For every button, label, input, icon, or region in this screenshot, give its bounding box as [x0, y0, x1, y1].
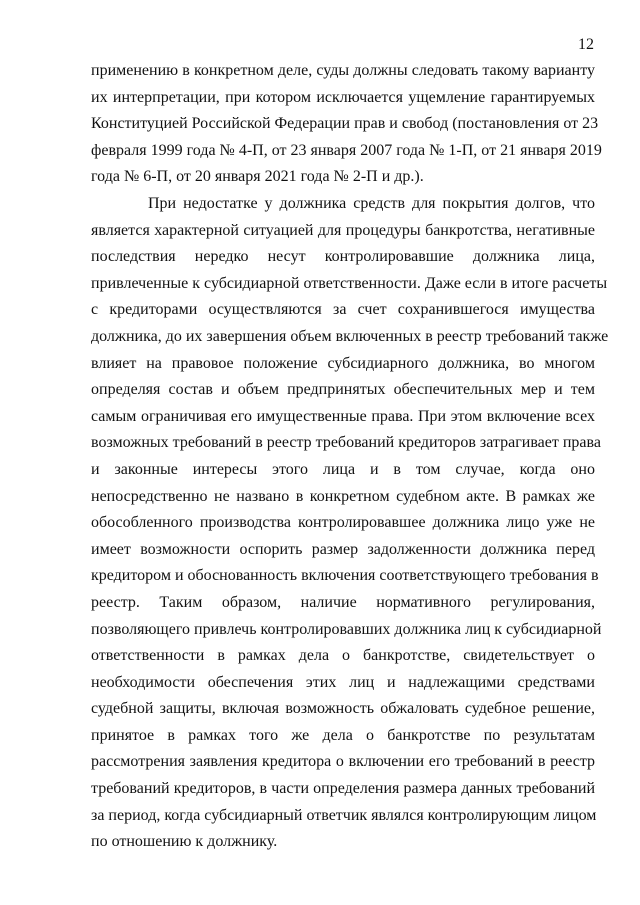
paragraph-line: рассмотрения заявления кредитора о включении его требований в реестр	[91, 753, 595, 771]
paragraph-line: по отношению к должнику.	[91, 833, 278, 851]
paragraph-line: влияет на правовое положение субсидиарного должника, во многом	[91, 354, 595, 372]
paragraph-line: самым ограничивая его имущественные права. При этом включение всех	[91, 407, 595, 425]
paragraph-2	[91, 191, 609, 856]
paragraph-line: должника, до их завершения объем включенных в реестр требований также	[91, 327, 609, 345]
paragraph-line: Конституцией Российской Федерации прав и свобод (постановления от 23	[91, 115, 599, 133]
paragraph-line: определяя состав и объем предпринятых обеспечительных мер и тем	[91, 381, 595, 399]
paragraph-line: с кредиторами осуществляются за счет сохранившегося имущества	[91, 301, 595, 319]
paragraph-line: имеет возможности оспорить размер задолженности должника перед	[91, 540, 595, 558]
paragraph-line: и законные интересы этого лица и в том случае, когда оно	[91, 460, 595, 478]
paragraph-line: применению в конкретном деле, суды должны следовать такому варианту	[91, 62, 595, 79]
paragraph-line: последствия нередко несут контролировавшие должника лица,	[91, 248, 595, 266]
paragraph-line: требований кредиторов, в части определения размера данных требований	[91, 780, 595, 798]
paragraph-line: необходимости обеспечения этих лиц и надлежащими средствами	[91, 673, 595, 691]
paragraph-line: судебной защиты, включая возможность обжаловать судебное решение,	[91, 700, 595, 718]
paragraph-line: привлеченные к субсидиарной ответственности. Даже если в итоге расчеты	[91, 274, 608, 292]
paragraph-1	[91, 58, 602, 191]
paragraph-line: непосредственно не названо в конкретном судебном акте. В рамках же	[91, 487, 595, 505]
paragraph-line: реестр. Таким образом, наличие нормативного регулирования,	[91, 593, 595, 611]
paragraph-line: их интерпретации, при котором исключается ущемление гарантируемых	[91, 88, 595, 106]
paragraph-line: февраля 1999 года № 4-П, от 23 января 2007 года № 1-П, от 21 января 2019	[91, 141, 602, 159]
paragraph-line: При недостатке у должника средств для покрытия долгов, что	[148, 195, 595, 212]
paragraph-line: возможных требований в реестр требований кредиторов затрагивает права	[91, 434, 601, 452]
paragraph-line: за период, когда субсидиарный ответчик являлся контролирующим лицом	[91, 806, 597, 824]
paragraph-line: является характерной ситуацией для процедуры банкротства, негативные	[91, 221, 595, 239]
paragraph-line: кредитором и обоснованность включения соответствующего требования в	[91, 567, 599, 585]
paragraph-line: года № 6-П, от 20 января 2021 года № 2-П и др.).	[91, 168, 424, 186]
paragraph-line: позволяющего привлечь контролировавших должника лиц к субсидиарной	[91, 620, 602, 638]
page-number: 12	[578, 36, 594, 53]
paragraph-line: обособленного производства контролировавшее должника лицо уже не	[91, 514, 595, 532]
paragraph-line: ответственности в рамках дела о банкротстве, свидетельствует о	[91, 647, 595, 665]
paragraph-line: принятое в рамках того же дела о банкротстве по результатам	[91, 726, 595, 744]
